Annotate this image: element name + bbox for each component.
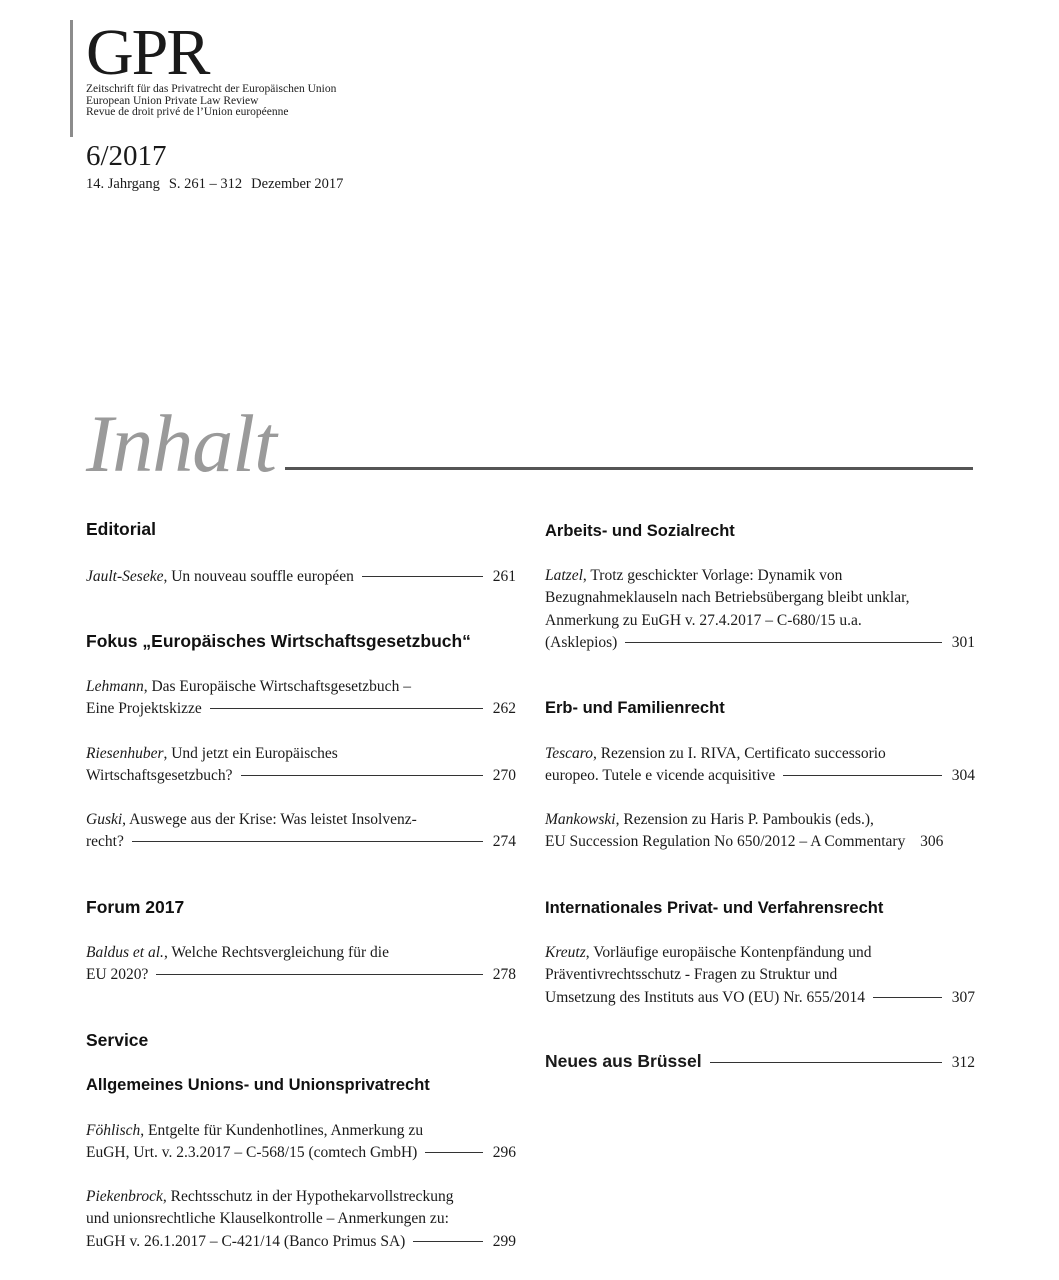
entry-page: 306 <box>920 833 944 851</box>
dot-leader <box>241 775 483 776</box>
entry-author: Tescaro <box>545 745 593 762</box>
contents-title: Inhalt <box>86 398 276 489</box>
contents-title-rule <box>285 467 973 470</box>
entry-title-cont: Umsetzung des Instituts aus VO (EU) Nr. 655/2014 <box>545 988 866 1006</box>
dot-leader <box>710 1062 942 1063</box>
entry-title-cont: Wirtschaftsgesetzbuch? <box>86 767 233 785</box>
entry-author: Piekenbrock <box>86 1188 163 1205</box>
dot-leader <box>413 1241 483 1242</box>
entry-title: , Und jetzt ein Europäisches <box>163 745 338 762</box>
entry-title: , Rezension zu I. RIVA, Certificato successorio <box>592 745 886 762</box>
entry-author: Kreutz <box>545 944 586 961</box>
entry-title-cont: EU Succession Regulation No 650/2012 – A Commentary <box>545 833 906 851</box>
entry-title: , Rezension zu Haris P. Pamboukis (eds.), <box>615 811 874 828</box>
toc-entry[interactable] <box>545 565 975 654</box>
journal-logo: GPR <box>86 16 209 89</box>
entry-title-cont: Präventivrechtsschutz - Fragen zu Struktur und <box>545 966 838 984</box>
dot-leader <box>156 974 483 975</box>
entry-title: , Entgelte für Kundenhotlines, Anmerkung zu <box>140 1122 424 1139</box>
entry-page: 304 <box>951 767 975 785</box>
entry-title-cont: und unionsrechtliche Klauselkontrolle – Anmerkungen zu: <box>86 1210 449 1228</box>
entry-author: Föhlisch <box>86 1122 141 1139</box>
entry-title-cont: Anmerkung zu EuGH v. 27.4.2017 – C-680/15 u.a. <box>545 611 862 629</box>
toc-entry[interactable] <box>86 809 516 854</box>
entry-author: Mankowski <box>545 811 616 828</box>
entry-title: , Das Europäische Wirtschaftsgesetzbuch – <box>143 678 411 695</box>
toc-entry[interactable] <box>86 1120 516 1165</box>
entry-title: , Auswege aus der Krise: Was leistet Insolvenz- <box>122 811 417 828</box>
toc-entry[interactable] <box>86 1186 516 1253</box>
journal-subtitles <box>86 84 336 119</box>
entry-title-cont: (Asklepios) <box>545 633 618 651</box>
subtitle-en: European Union Private Law Review <box>86 94 259 107</box>
entry-title-cont: europeo. Tutele e vicende acquisitive <box>545 767 776 785</box>
issue-date: Dezember 2017 <box>251 176 344 192</box>
issue-number: 6/2017 <box>86 140 167 172</box>
entry-author: Jault-Seseke <box>86 568 164 585</box>
section-heading-arbeitsrecht: Arbeits- und Sozialrecht <box>545 522 735 540</box>
issue-info <box>86 175 352 193</box>
masthead-rule <box>70 20 73 137</box>
entry-page: 278 <box>492 966 516 984</box>
toc-entry[interactable] <box>545 942 975 1009</box>
subtitle-de: Zeitschrift für das Privatrecht der Europäischen Union <box>86 83 337 95</box>
entry-page: 274 <box>492 833 516 851</box>
entry-page: 312 <box>951 1054 975 1071</box>
entry-author: Lehmann <box>86 678 144 695</box>
toc-entry[interactable] <box>545 809 975 854</box>
dot-leader <box>132 841 483 842</box>
entry-title: , Vorläufige europäische Kontenpfändung und <box>585 944 872 961</box>
entry-title-cont: Bezugnahmeklauseln nach Betriebsübergang bleibt unklar, <box>545 589 910 607</box>
entry-title-cont: EU 2020? <box>86 966 149 984</box>
entry-title: , Welche Rechtsvergleichung für die <box>163 944 389 961</box>
entry-page: 262 <box>492 700 516 718</box>
entry-title: , Rechtsschutz in der Hypothekarvollstreckung <box>162 1188 454 1205</box>
section-heading-forum: Forum 2017 <box>86 897 185 917</box>
dot-leader <box>210 708 483 709</box>
dot-leader <box>783 775 942 776</box>
dot-leader <box>625 642 942 643</box>
issue-volume: 14. Jahrgang <box>86 176 160 192</box>
entry-title-cont: EuGH v. 26.1.2017 – C-421/14 (Banco Primus SA) <box>86 1232 406 1250</box>
section-heading-ipr: Internationales Privat- und Verfahrensrecht <box>545 899 884 917</box>
dot-leader <box>873 997 942 998</box>
entry-author: Latzel <box>545 567 583 584</box>
dot-leader <box>362 576 483 577</box>
entry-page: 270 <box>492 767 516 785</box>
toc-entry[interactable] <box>545 743 975 788</box>
entry-title-cont: EuGH, Urt. v. 2.3.2017 – C-568/15 (comtech GmbH) <box>86 1144 418 1162</box>
section-heading-fokus: Fokus „Europäisches Wirtschaftsgesetzbuch“ <box>86 631 471 651</box>
entry-page: 296 <box>492 1144 516 1162</box>
issue-pages: S. 261 – 312 <box>168 176 243 192</box>
subsection-heading-unionsrecht: Allgemeines Unions- und Unionsprivatrecht <box>86 1076 430 1094</box>
dot-leader <box>425 1152 483 1153</box>
entry-author: Riesenhuber <box>86 745 164 762</box>
toc-entry[interactable] <box>86 942 516 987</box>
entry-page: 299 <box>492 1232 516 1250</box>
entry-title: , Un nouveau souffle européen <box>163 568 354 585</box>
toc-entry[interactable] <box>86 566 516 588</box>
toc-entry[interactable] <box>86 676 516 721</box>
entry-author: Guski <box>86 811 123 828</box>
section-heading-neues: Neues aus Brüssel <box>545 1051 702 1071</box>
section-heading-service: Service <box>86 1030 149 1050</box>
entry-page: 261 <box>492 568 516 585</box>
subtitle-fr: Revue de droit privé de l’Union européenne <box>86 106 289 118</box>
entry-author: Baldus et al. <box>86 944 164 961</box>
entry-title-cont: recht? <box>86 833 124 851</box>
entry-page: 301 <box>951 633 975 651</box>
section-heading-erbrecht: Erb- und Familienrecht <box>545 699 725 717</box>
toc-entry-neues-aus-bruessel[interactable] <box>545 1051 975 1072</box>
section-heading-editorial: Editorial <box>86 519 157 539</box>
entry-title-cont: Eine Projektskizze <box>86 700 202 718</box>
toc-entry[interactable] <box>86 743 516 788</box>
entry-title: , Trotz geschickter Vorlage: Dynamik von <box>582 567 843 584</box>
entry-page: 307 <box>951 988 975 1006</box>
